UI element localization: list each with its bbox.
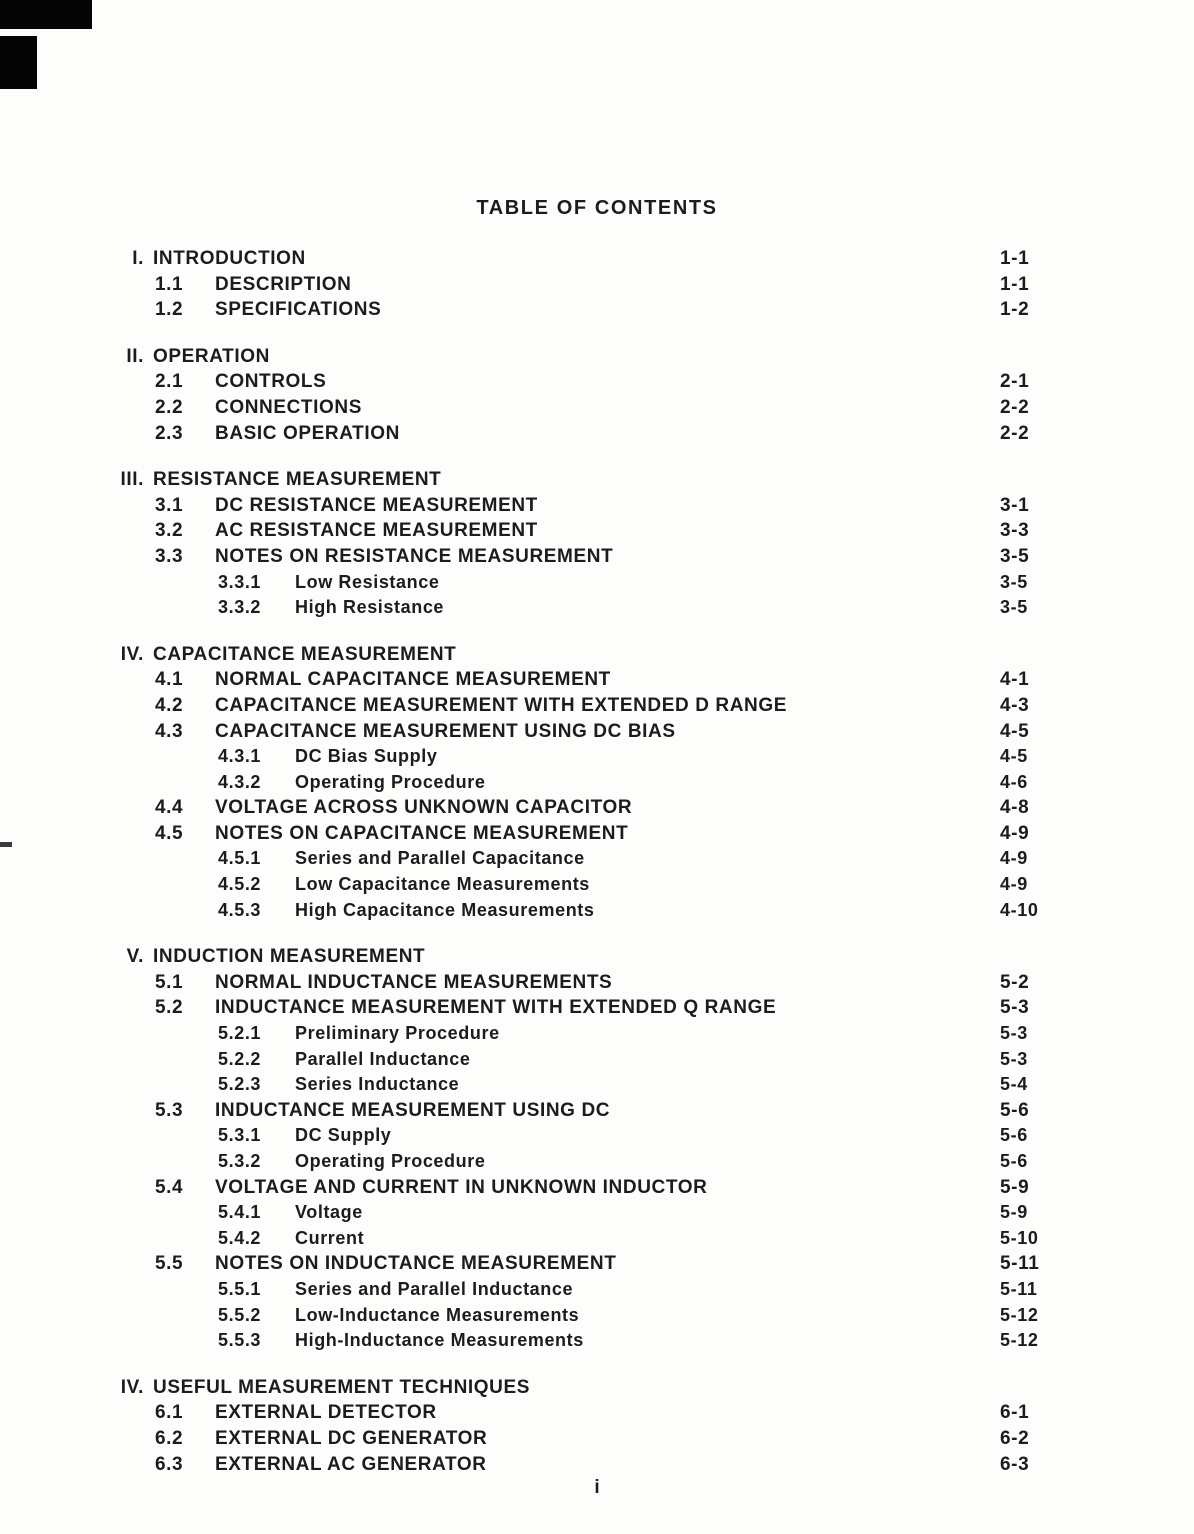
toc-row-left	[155, 272, 1000, 298]
toc-entry-label: EXTERNAL DETECTOR	[215, 1402, 437, 1424]
toc-entry-label: CONTROLS	[215, 371, 327, 393]
page-title: TABLE OF CONTENTS	[476, 197, 718, 219]
scan-mark-corner	[0, 36, 37, 89]
toc-entry-number: 5.3.2	[218, 1151, 262, 1171]
toc-entry-label: Series Inductance	[295, 1074, 460, 1095]
toc-entry-number: 4.5.1	[218, 848, 262, 869]
toc-entry-label: Preliminary Procedure	[295, 1023, 500, 1044]
toc-entry-row	[100, 369, 1090, 395]
toc-row-left	[100, 642, 1000, 668]
toc-entry-number: 2.1	[155, 371, 184, 393]
toc-entry-number: 5.4.1	[218, 1202, 262, 1223]
toc-row-left	[155, 421, 1000, 447]
toc-entry-label: NOTES ON CAPACITANCE MEASUREMENT	[215, 822, 629, 844]
toc-entry-number: 5.4	[155, 1176, 184, 1198]
toc-section-row	[100, 246, 1090, 272]
toc-row-left	[155, 1452, 1000, 1478]
toc-row-left	[218, 570, 1000, 596]
toc-row-left	[218, 872, 1000, 898]
toc-row-left	[155, 995, 1000, 1021]
toc-entry-page: 5-2	[1000, 971, 1030, 993]
toc-entry-row	[100, 421, 1090, 447]
toc-subentry-row	[100, 595, 1090, 621]
toc-entry-number: 6.2	[155, 1427, 184, 1449]
toc-row-left	[100, 944, 1000, 970]
toc-entry-label: Low-Inductance Measurements	[295, 1304, 580, 1325]
toc-entry-number: IV.	[120, 1376, 144, 1398]
toc-row-left	[155, 970, 1000, 996]
toc-entry-number: 3.3.1	[218, 571, 262, 592]
toc-entry-row	[100, 719, 1090, 745]
toc-entry-row	[100, 1400, 1090, 1426]
toc-entry-page: 4-9	[1000, 874, 1028, 895]
toc-subentry-row	[100, 1149, 1090, 1175]
toc-row-left	[100, 246, 1000, 272]
toc-entry-row	[100, 1426, 1090, 1452]
toc-entry-number: 4.5	[155, 822, 184, 844]
toc-row-left	[218, 770, 1000, 796]
toc-row-left	[100, 1375, 1000, 1401]
toc-entry-page: 2-1	[1000, 371, 1030, 393]
toc-entry-number: 2.3	[155, 422, 184, 444]
toc-entry-page: 5-3	[1000, 1048, 1028, 1069]
toc-entry-page: 3-5	[1000, 571, 1028, 592]
toc-subentry-row	[100, 1303, 1090, 1329]
toc-entry-page: 5-6	[1000, 1151, 1028, 1171]
toc-entry-page: 5-12	[1000, 1304, 1039, 1325]
toc-entry-row	[100, 544, 1090, 570]
toc-entry-label: DESCRIPTION	[215, 273, 352, 295]
toc-entry-page: 2-2	[1000, 396, 1030, 418]
toc-entry-number: 4.3.2	[218, 771, 262, 792]
toc-entry-page: 6-2	[1000, 1427, 1030, 1449]
toc-entry-label: INDUCTION MEASUREMENT	[153, 946, 426, 968]
toc-row-left	[155, 667, 1000, 693]
toc-subentry-row	[100, 1226, 1090, 1252]
toc-entry-page: 4-8	[1000, 797, 1030, 819]
toc-subentry-row	[100, 1328, 1090, 1354]
toc-entry-row	[100, 1175, 1090, 1201]
toc-entry-label: High Capacitance Measurements	[295, 899, 595, 920]
toc-row-left	[218, 744, 1000, 770]
toc-entry-page: 3-5	[1000, 545, 1030, 567]
footer-page-number: i	[594, 1477, 600, 1498]
toc-entry-row	[100, 970, 1090, 996]
toc-entry-label: DC Bias Supply	[295, 746, 438, 767]
toc-entry-label: RESISTANCE MEASUREMENT	[153, 469, 442, 491]
toc-entry-row	[100, 667, 1090, 693]
toc-entry-page: 4-10	[1000, 899, 1039, 920]
toc-entry-label: DC RESISTANCE MEASUREMENT	[215, 494, 538, 516]
toc-entry-label: INTRODUCTION	[153, 248, 306, 269]
toc-entry-label: INDUCTANCE MEASUREMENT WITH EXTENDED Q RANGE	[215, 997, 777, 1019]
toc-entry-number: V.	[126, 946, 144, 968]
toc-entry-number: 5.4.2	[218, 1227, 262, 1248]
toc-entry-row	[100, 272, 1090, 298]
toc-row-left	[218, 595, 1000, 621]
toc-entry-number: 5.5.1	[218, 1278, 262, 1299]
toc-entry-label: VOLTAGE ACROSS UNKNOWN CAPACITOR	[215, 797, 633, 819]
toc-entry-number: 4.5.2	[218, 874, 262, 895]
toc-entry-label: CAPACITANCE MEASUREMENT	[153, 643, 457, 665]
toc-entry-label: Series and Parallel Capacitance	[295, 848, 585, 869]
toc-entry-label: Series and Parallel Inductance	[295, 1278, 574, 1299]
toc-entry-row	[100, 297, 1090, 323]
toc-entry-number: 5.5.2	[218, 1304, 262, 1325]
toc-entry-row	[100, 821, 1090, 847]
toc-entry-number: 5.2.2	[218, 1048, 262, 1069]
toc-entry-number: 5.5	[155, 1253, 184, 1275]
toc-entry-page: 1-2	[1000, 299, 1030, 321]
toc-entry-page: 5-3	[1000, 997, 1030, 1019]
toc-row-left	[155, 395, 1000, 421]
toc-entry-label: Parallel Inductance	[295, 1048, 471, 1069]
toc-entry-number: I.	[132, 248, 144, 269]
toc-entry-row	[100, 1098, 1090, 1124]
toc-entry-number: IV.	[120, 643, 144, 665]
toc-row-left	[218, 1226, 1000, 1252]
toc-entry-number: 5.2.1	[218, 1023, 262, 1044]
toc-entry-page: 6-3	[1000, 1453, 1030, 1475]
toc-row-left	[155, 795, 1000, 821]
toc-section-row	[100, 344, 1090, 370]
toc-entry-row	[100, 1251, 1090, 1277]
toc-row-left	[155, 518, 1000, 544]
toc-entry-row	[100, 693, 1090, 719]
toc-row-left	[218, 1021, 1000, 1047]
toc-entry-page: 6-1	[1000, 1402, 1030, 1424]
toc-entry-page: 5-6	[1000, 1099, 1030, 1121]
toc-entry-label: CONNECTIONS	[215, 396, 362, 418]
toc-entry-row	[100, 493, 1090, 519]
toc-row-left	[155, 1400, 1000, 1426]
toc-entry-page: 5-9	[1000, 1202, 1028, 1223]
toc-entry-label: BASIC OPERATION	[215, 422, 400, 444]
toc-row-left	[218, 1277, 1000, 1303]
toc-subentry-row	[100, 872, 1090, 898]
toc-subentry-row	[100, 1072, 1090, 1098]
toc-entry-label: VOLTAGE AND CURRENT IN UNKNOWN INDUCTOR	[215, 1176, 708, 1198]
toc-entry-label: NORMAL INDUCTANCE MEASUREMENTS	[215, 971, 613, 993]
toc-subentry-row	[100, 1277, 1090, 1303]
toc-entry-number: 2.2	[155, 396, 184, 418]
toc-entry-label: Operating Procedure	[295, 1151, 486, 1171]
toc-entry-page: 2-2	[1000, 422, 1030, 444]
toc-subentry-row	[100, 846, 1090, 872]
toc-entry-row	[100, 395, 1090, 421]
toc-entry-label: CAPACITANCE MEASUREMENT USING DC BIAS	[215, 720, 676, 742]
toc-entry-number: 3.3	[155, 545, 184, 567]
toc-entry-number: 3.3.2	[218, 597, 262, 618]
toc-entry-row	[100, 518, 1090, 544]
toc-row-left	[218, 846, 1000, 872]
toc-row-left	[100, 344, 1000, 370]
toc-entry-number: 4.2	[155, 694, 184, 716]
toc-entry-label: SPECIFICATIONS	[215, 299, 382, 321]
toc-subentry-row	[100, 898, 1090, 924]
toc-section-row	[100, 1375, 1090, 1401]
toc-entry-number: II.	[126, 345, 144, 367]
toc-entry-number: 5.2.3	[218, 1074, 262, 1095]
toc-entry-number: 6.3	[155, 1453, 184, 1475]
toc-entry-label: High Resistance	[295, 597, 445, 618]
toc-entry-row	[100, 795, 1090, 821]
toc-entry-page: 5-3	[1000, 1023, 1028, 1044]
toc-row-left	[218, 1303, 1000, 1329]
toc-entry-label: AC RESISTANCE MEASUREMENT	[215, 520, 538, 542]
toc-entry-label: Low Capacitance Measurements	[295, 874, 590, 895]
toc-entry-label: NOTES ON RESISTANCE MEASUREMENT	[215, 545, 614, 567]
toc-entry-number: 4.3	[155, 720, 184, 742]
toc-row-left	[218, 898, 1000, 924]
toc-entry-number: 5.3	[155, 1099, 184, 1121]
toc-row-left	[218, 1047, 1000, 1073]
toc-row-left	[155, 493, 1000, 519]
toc-subentry-row	[100, 744, 1090, 770]
toc-entry-page: 4-9	[1000, 822, 1030, 844]
toc-row-left	[218, 1200, 1000, 1226]
toc-row-left	[155, 369, 1000, 395]
toc-entry-label: EXTERNAL DC GENERATOR	[215, 1427, 488, 1449]
toc-entry-label: INDUCTANCE MEASUREMENT USING DC	[215, 1099, 611, 1121]
toc-row-left	[155, 693, 1000, 719]
toc-row-left	[218, 1072, 1000, 1098]
toc-entry-number: 5.2	[155, 997, 184, 1019]
toc-row-left	[155, 821, 1000, 847]
toc-row-left	[218, 1149, 1000, 1175]
toc-entry-label: USEFUL MEASUREMENT TECHNIQUES	[153, 1376, 531, 1398]
toc-row-left	[218, 1328, 1000, 1354]
toc-entry-page: 3-5	[1000, 597, 1028, 618]
toc-subentry-row	[100, 570, 1090, 596]
toc-entry-row	[100, 995, 1090, 1021]
toc-entry-number: 1.2	[155, 299, 184, 321]
toc-entry-page: 4-3	[1000, 694, 1030, 716]
toc-entry-number: 5.5.3	[218, 1330, 262, 1351]
toc-entry-page: 5-4	[1000, 1074, 1028, 1095]
toc-entry-number: 4.4	[155, 797, 184, 819]
toc-subentry-row	[100, 1200, 1090, 1226]
toc-entry-number: 6.1	[155, 1402, 184, 1424]
toc-row-left	[155, 297, 1000, 323]
toc-row-left	[155, 1175, 1000, 1201]
toc-entry-number: 3.2	[155, 520, 184, 542]
toc-entry-label: NORMAL CAPACITANCE MEASUREMENT	[215, 669, 611, 691]
toc-entry-label: CAPACITANCE MEASUREMENT WITH EXTENDED D RANGE	[215, 694, 788, 716]
toc-subentry-row	[100, 1123, 1090, 1149]
toc-entry-page: 5-6	[1000, 1125, 1028, 1146]
toc-entry-page: 3-1	[1000, 494, 1030, 516]
toc-entry-row	[100, 1452, 1090, 1478]
toc-entry-page: 5-9	[1000, 1176, 1030, 1198]
toc-entry-number: 4.1	[155, 669, 184, 691]
toc-entry-number: III.	[120, 469, 144, 491]
toc-entry-label: OPERATION	[153, 345, 270, 367]
toc-section-row	[100, 944, 1090, 970]
toc-section-row	[100, 642, 1090, 668]
toc-entry-number: 5.1	[155, 971, 184, 993]
toc-subentry-row	[100, 770, 1090, 796]
toc-entry-label: Voltage	[295, 1202, 363, 1223]
toc-entry-page: 4-1	[1000, 669, 1030, 691]
toc-row-left	[155, 1426, 1000, 1452]
toc-subentry-row	[100, 1047, 1090, 1073]
toc-entry-label: NOTES ON INDUCTANCE MEASUREMENT	[215, 1253, 617, 1275]
toc-entry-label: High-Inductance Measurements	[295, 1330, 584, 1351]
toc-entry-page: 4-9	[1000, 848, 1028, 869]
toc-entry-page: 5-11	[1000, 1253, 1040, 1275]
toc-entry-label: Low Resistance	[295, 571, 440, 592]
toc-entry-page: 5-12	[1000, 1330, 1039, 1351]
toc-list	[100, 246, 1090, 1477]
toc-entry-number: 4.5.3	[218, 899, 262, 920]
toc-entry-number: 1.1	[155, 273, 184, 295]
toc-entry-page: 5-10	[1000, 1227, 1039, 1248]
toc-entry-number: 3.1	[155, 494, 184, 516]
toc-subentry-row	[100, 1021, 1090, 1047]
toc-entry-page: 4-5	[1000, 720, 1030, 742]
toc-entry-page: 4-5	[1000, 746, 1028, 767]
toc-entry-label: Current	[295, 1227, 365, 1248]
toc-entry-page: 4-6	[1000, 771, 1028, 792]
toc-entry-page: 1-1	[1000, 273, 1030, 295]
toc-row-left	[155, 719, 1000, 745]
toc-row-left	[218, 1123, 1000, 1149]
toc-row-left	[155, 544, 1000, 570]
toc-entry-page: 5-11	[1000, 1278, 1038, 1299]
toc-entry-label: DC Supply	[295, 1125, 392, 1146]
scan-mark-top	[0, 0, 92, 29]
toc-entry-number: 4.3.1	[218, 746, 262, 767]
toc-entry-label: EXTERNAL AC GENERATOR	[215, 1453, 487, 1475]
toc-entry-number: 5.3.1	[218, 1125, 262, 1146]
toc-section-row	[100, 467, 1090, 493]
toc-entry-page: 1-1	[1000, 248, 1030, 269]
toc-row-left	[100, 467, 1000, 493]
toc-entry-page: 3-3	[1000, 520, 1030, 542]
scan-mark-tick	[0, 842, 12, 847]
toc-entry-label: Operating Procedure	[295, 771, 486, 792]
toc-row-left	[155, 1251, 1000, 1277]
toc-row-left	[155, 1098, 1000, 1124]
